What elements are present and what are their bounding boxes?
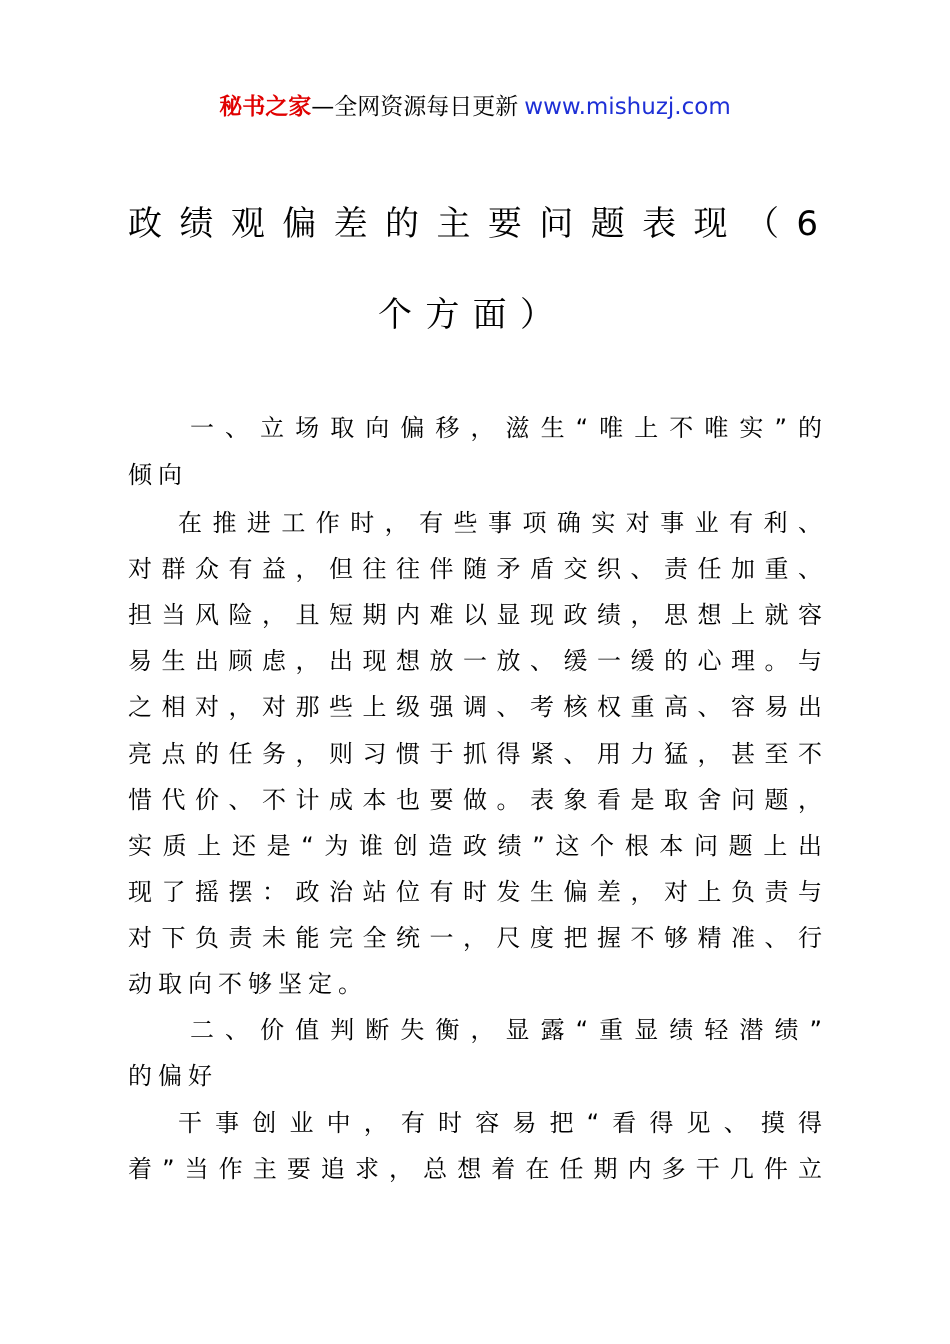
paragraph-line: 在推进工作时，有些事项确实对事业有利、 — [178, 509, 822, 537]
paragraph-line: 动取向不够坚定。 — [128, 970, 368, 998]
header-slogan: —全网资源每日更新 — [311, 94, 519, 120]
brand-name: 秘书之家 — [219, 94, 312, 120]
paragraph-line: 干事创业中，有时容易把“看得见、摸得 — [178, 1109, 822, 1137]
paragraph-line: 惜代价、不计成本也要做。表象看是取舍问题， — [128, 786, 822, 814]
paragraph-line: 实质上还是“为谁创造政绩”这个根本问题上出 — [128, 832, 822, 860]
document-title-line-2: 个方面） — [378, 295, 558, 335]
document-title-line-1: 政绩观偏差的主要问题表现（6 — [128, 204, 822, 244]
paragraph-line: 之相对，对那些上级强调、考核权重高、容易出 — [128, 693, 822, 721]
section-heading-1: 一、立场取向偏移，滋生“唯上不唯实”的 — [190, 414, 822, 442]
section-heading-2: 二、价值判断失衡，显露“重显绩轻潜绩” — [190, 1016, 822, 1044]
section-heading-2-cont: 的偏好 — [128, 1062, 218, 1090]
section-heading-1-cont: 倾向 — [128, 461, 188, 489]
paragraph-line: 现了摇摆：政治站位有时发生偏差，对上负责与 — [128, 878, 822, 906]
paragraph-line: 担当风险，且短期内难以显现政绩，思想上就容 — [128, 601, 822, 629]
paragraph-line: 对群众有益，但往往伴随矛盾交织、责任加重、 — [128, 555, 822, 583]
paragraph-line: 易生出顾虑，出现想放一放、缓一缓的心理。与 — [128, 647, 822, 675]
paragraph-line: 对下负责未能完全统一，尺度把握不够精准、行 — [128, 924, 822, 952]
paragraph-line: 亮点的任务，则习惯于抓得紧、用力猛，甚至不 — [128, 740, 822, 768]
paragraph-line: 着”当作主要追求，总想着在任期内多干几件立 — [128, 1155, 822, 1183]
site-header — [0, 88, 950, 121]
site-url-link[interactable]: www.mishuzj.com — [524, 94, 731, 120]
